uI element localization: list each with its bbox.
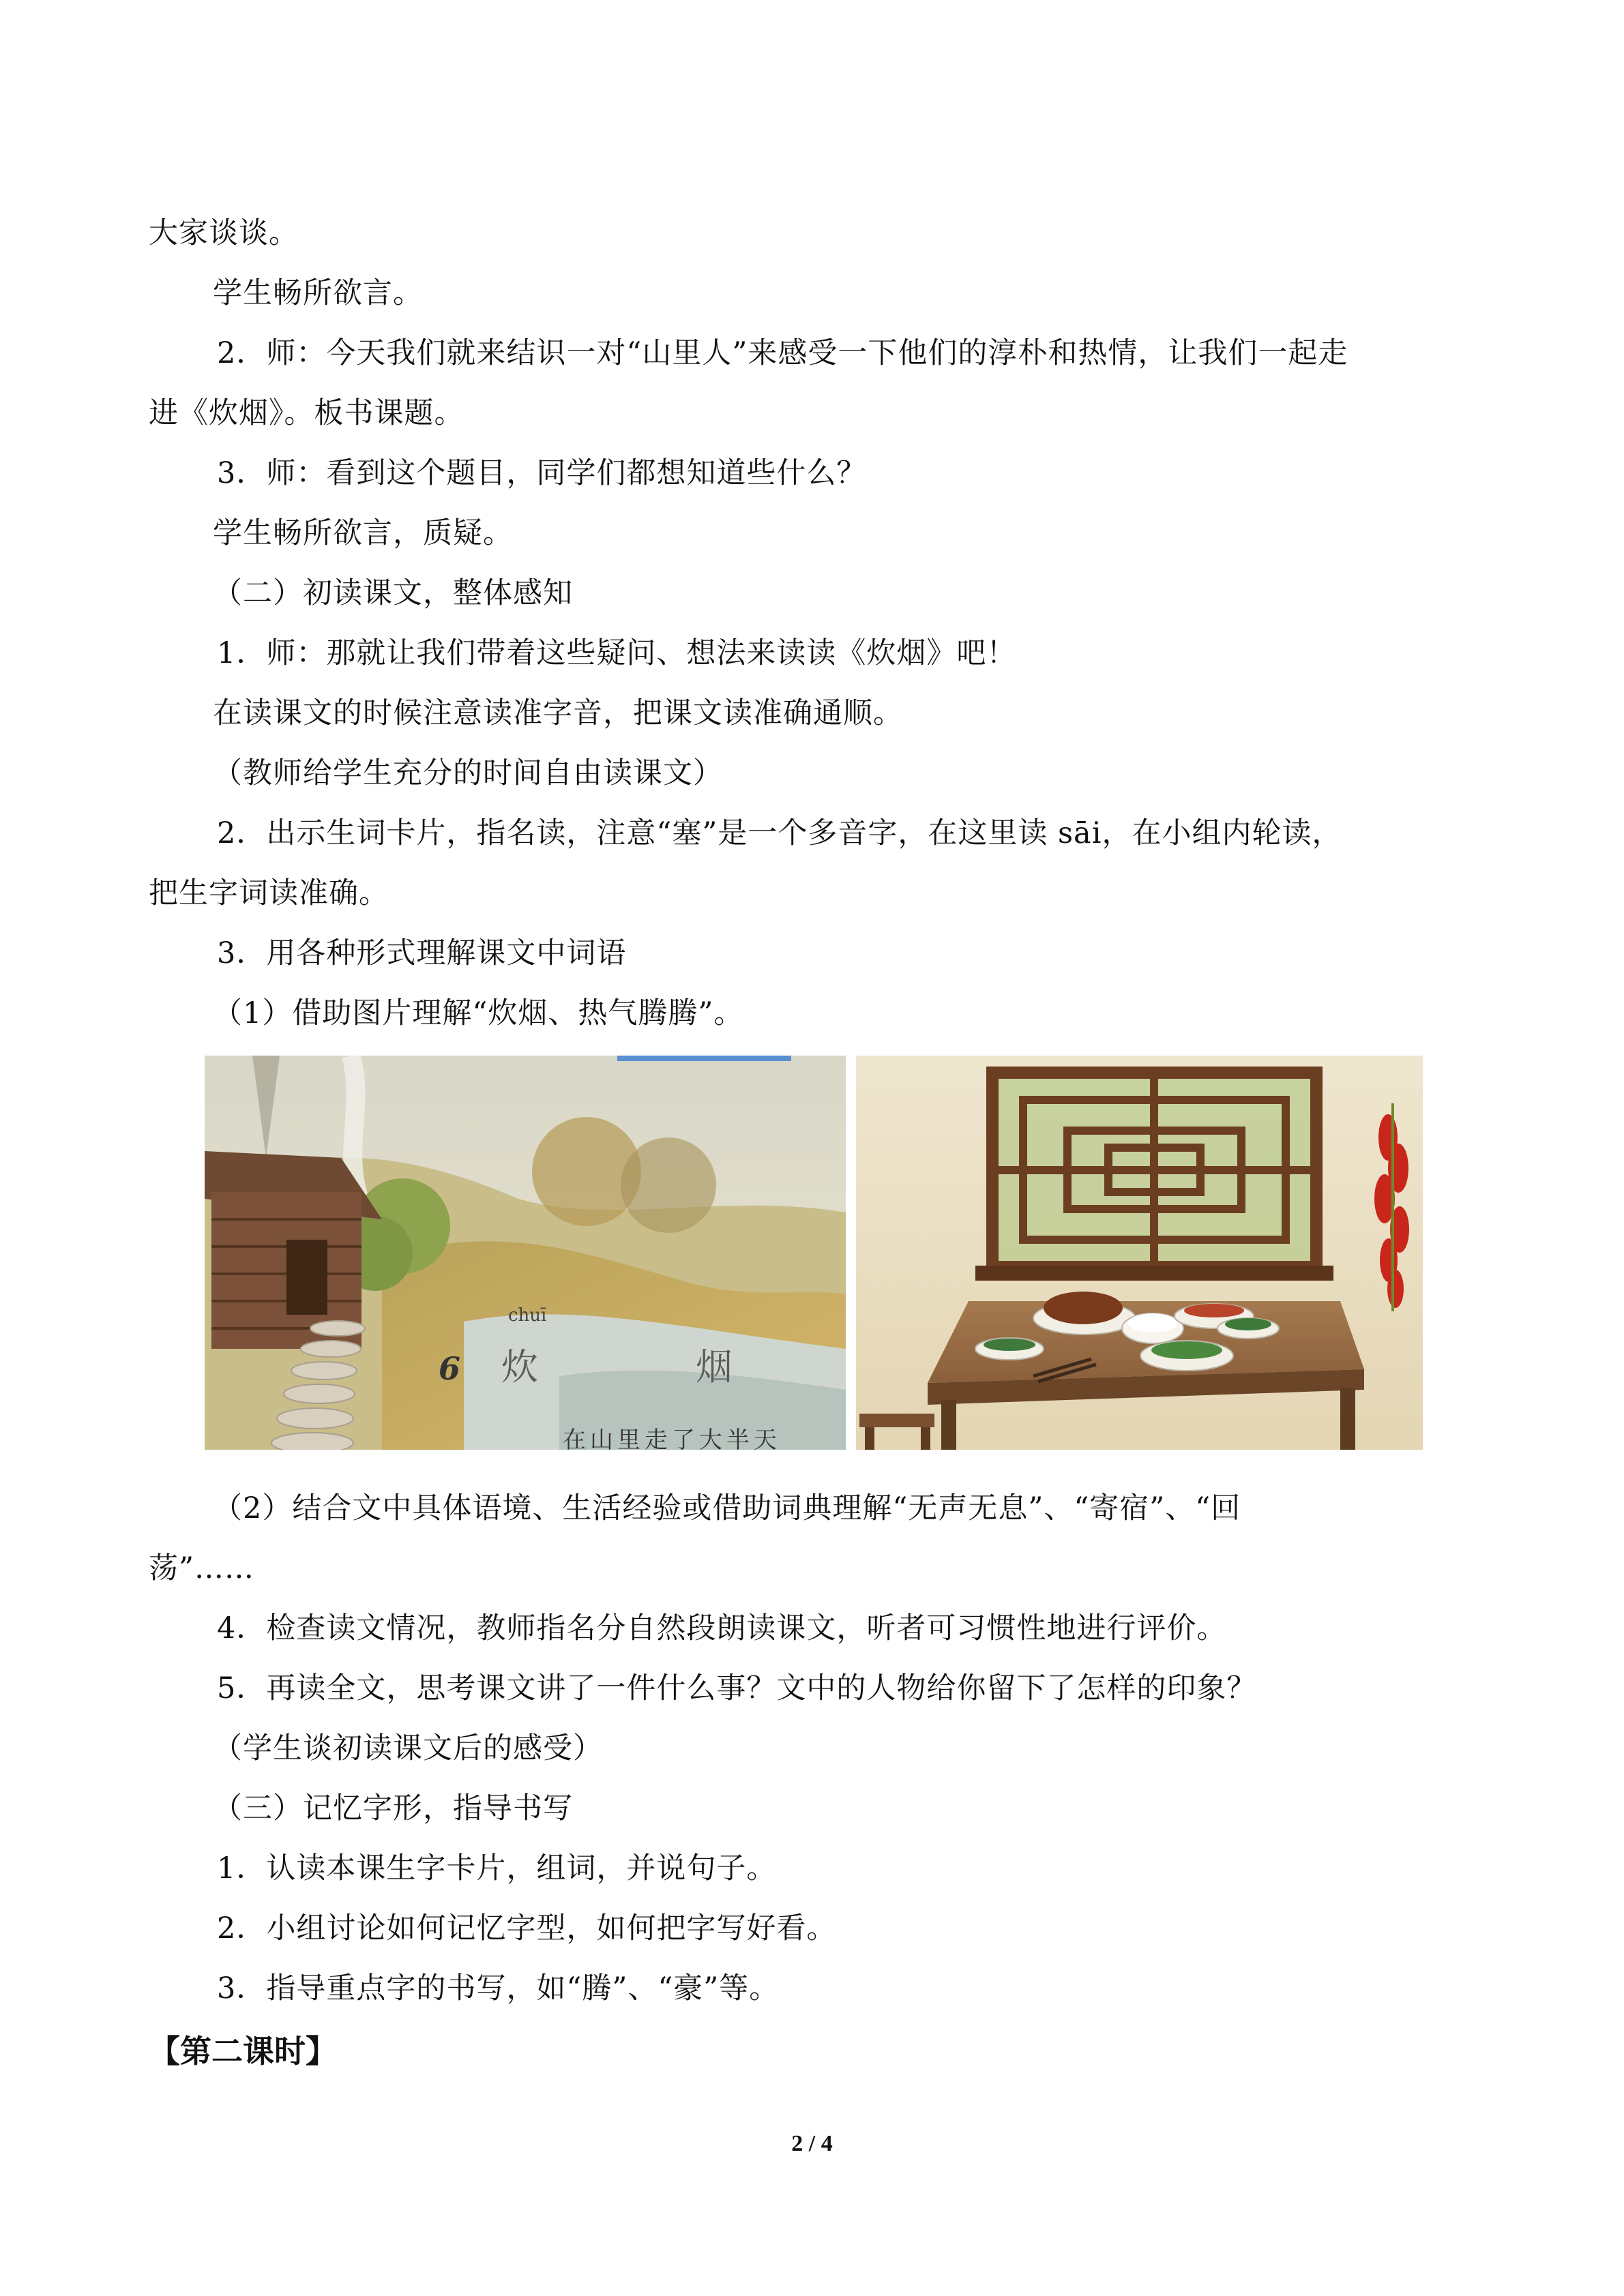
text-line: 2．出示生词卡片，指名读，注意“塞”是一个多音字，在这里读 sāi，在小组内轮读， [217,816,1342,850]
text-line: 把生字词读准确。 [149,876,389,910]
text-line: （1）借助图片理解“炊烟、热气腾腾”。 [213,996,744,1030]
text-line: 2．小组讨论如何记忆字型，如何把字写好看。 [217,1911,837,1945]
text-line: 大家谈谈。 [149,216,299,250]
title-char-chui: 炊 [501,1345,538,1388]
lesson-number: 6 [439,1350,461,1387]
text-line: （教师给学生充分的时间自由读课文） [213,756,723,790]
page-tab-strip [617,1056,791,1061]
section-subheading: （二）初读课文，整体感知 [213,576,573,610]
text-line: （2）结合文中具体语境、生活经验或借助词典理解“无声无息”、“寄宿”、“回 [213,1491,1241,1525]
text-line: 1．认读本课生字卡片，组词，并说句子。 [217,1851,777,1885]
text-line: （学生谈初读课文后的感受） [213,1731,603,1765]
text-line: 进《炊烟》。板书课题。 [149,396,464,430]
title-char-yan: 烟 [696,1345,733,1388]
text-line: 在读课文的时候注意读准字音，把课文读准确通顺。 [213,696,903,730]
text-line: 学生畅所欲言。 [213,276,423,310]
kitchen-scene [856,1056,1423,1450]
text-line: 2．师：今天我们就来结识一对“山里人”来感受一下他们的淳朴和热情，让我们一起走 [217,336,1348,370]
section-heading: 【第二课时】 [149,2033,337,2070]
text-line: 学生畅所欲言，质疑。 [213,516,513,550]
text-line: 5．再读全文，思考课文讲了一件什么事？文中的人物给你留下了怎样的印象？ [217,1671,1257,1705]
text-line: 3．指导重点字的书写，如“腾”、“豪”等。 [217,1971,780,2006]
text-line: 3．用各种形式理解课文中词语 [217,936,627,970]
caption-fragment: 在山里走了大半天 [563,1427,781,1450]
text-line: 1．师：那就让我们带着这些疑问、想法来读读《炊烟》吧！ [217,636,1017,670]
textbook-illustration [205,1056,1423,1450]
text-line: 4．检查读文情况，教师指名分自然段朗读课文，听者可习惯性地进行评价。 [217,1611,1227,1645]
section-subheading: （三）记忆字形，指导书写 [213,1791,573,1825]
title-pinyin: chuī [508,1305,547,1326]
village-scene [205,1056,846,1450]
text-line: 荡”…… [149,1551,254,1585]
text-line: 3．师：看到这个题目，同学们都想知道些什么？ [217,456,867,490]
page-number: 2 / 4 [791,2131,833,2156]
